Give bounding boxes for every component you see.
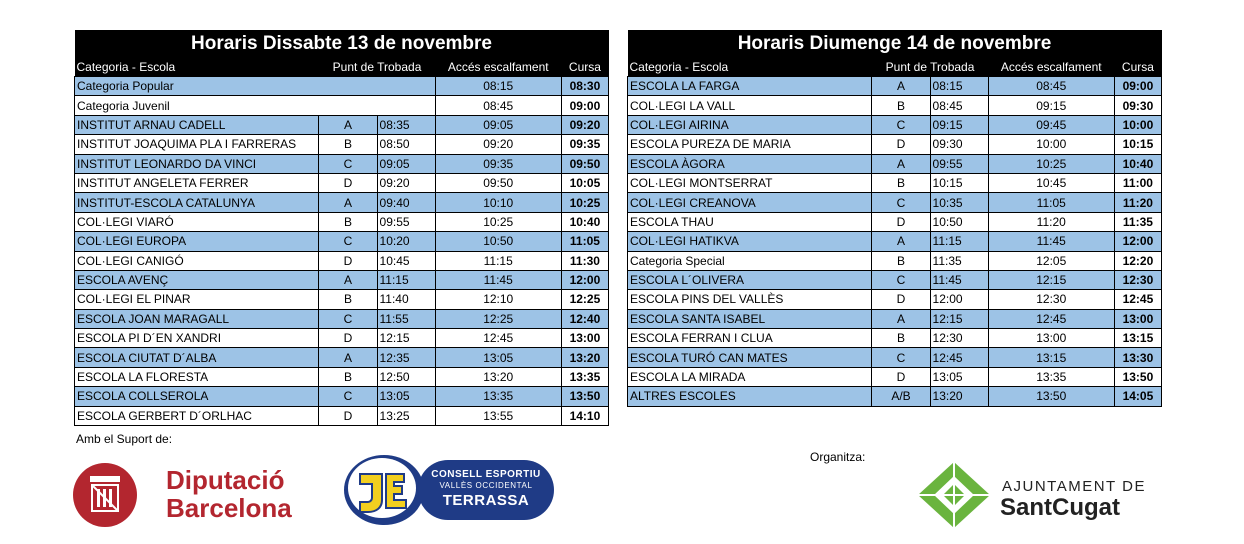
acces-time: 10:45 [988,173,1114,192]
meeting-time: 09:55 [930,154,988,173]
saturday-schedule-table [74,30,609,426]
meeting-point: A [319,115,377,134]
acces-time: 11:45 [988,232,1114,251]
table-row [628,348,1162,367]
meeting-point: D [872,290,930,309]
acces-time: 08:45 [435,96,561,115]
meeting-time: 08:35 [377,115,435,134]
acces-time: 12:30 [988,290,1114,309]
acces-time: 09:05 [435,115,561,134]
acces-time: 13:05 [435,348,561,367]
table-row [628,154,1162,173]
meeting-point: B [319,212,377,231]
cursa-time: 12:00 [561,270,608,289]
organitza-caption: Organitza: [810,450,866,464]
header-category: Categoria - Escola [75,58,319,77]
meeting-point: A [872,77,930,96]
acces-time: 13:20 [435,367,561,386]
meeting-time: 11:40 [377,290,435,309]
meeting-point: A/B [872,387,930,406]
acces-time: 08:15 [435,77,561,96]
sunday-title: Horaris Diumenge 14 de novembre [628,30,1162,58]
category-name: Categoria Popular [75,77,436,96]
school-name: ESCOLA L´OLIVERA [628,270,872,289]
santcugat-line2: SantCugat [1000,494,1120,521]
saturday-title: Horaris Dissabte 13 de novembre [75,30,609,58]
support-caption: Amb el Suport de: [76,432,173,446]
cursa-time: 14:10 [561,406,608,425]
table-row [628,232,1162,251]
table-row [75,212,609,231]
acces-time: 10:00 [988,135,1114,154]
acces-time: 12:10 [435,290,561,309]
meeting-time: 09:55 [377,212,435,231]
meeting-point: B [872,251,930,270]
cursa-time: 12:20 [1114,251,1161,270]
table-row [628,290,1162,309]
meeting-time: 10:20 [377,232,435,251]
cursa-time: 11:00 [1114,173,1161,192]
acces-time: 10:50 [435,232,561,251]
table-row [75,115,609,134]
acces-time: 10:25 [988,154,1114,173]
meeting-time: 12:45 [930,348,988,367]
meeting-time: 11:15 [930,232,988,251]
cursa-time: 13:50 [561,387,608,406]
table-row [75,387,609,406]
table-row [628,96,1162,115]
meeting-point: D [319,406,377,425]
acces-time: 11:20 [988,212,1114,231]
ce-boot-icon [340,452,424,528]
school-name: ESCOLA SANTA ISABEL [628,309,872,328]
meeting-point: C [319,387,377,406]
meeting-point: B [872,96,930,115]
school-name: ESCOLA TURÓ CAN MATES [628,348,872,367]
school-name: INSTITUT ARNAU CADELL [75,115,319,134]
school-name: ESCOLA LA FARGA [628,77,872,96]
table-row [75,309,609,328]
acces-time: 10:25 [435,212,561,231]
meeting-point: B [319,290,377,309]
meeting-time: 12:15 [377,329,435,348]
table-row [628,193,1162,212]
table-row [628,251,1162,270]
header-acces: Accés escalfament [435,58,561,77]
meeting-point: D [319,329,377,348]
school-name: ESCOLA CIUTAT D´ALBA [75,348,319,367]
diputacio-name-line2: Barcelona [166,493,292,523]
school-name: ESCOLA FERRAN I CLUA [628,329,872,348]
meeting-point: D [319,173,377,192]
table-row [628,329,1162,348]
meeting-time: 08:45 [930,96,988,115]
school-name: ALTRES ESCOLES [628,387,872,406]
cursa-time: 13:00 [561,329,608,348]
meeting-point: A [872,309,930,328]
table-row [75,406,609,425]
diputacio-name-line1: Diputació [166,465,285,495]
cursa-time: 12:40 [561,309,608,328]
meeting-point: D [872,212,930,231]
cursa-time: 13:20 [561,348,608,367]
school-name: COL·LEGI HATIKVA [628,232,872,251]
cursa-time: 10:40 [1114,154,1161,173]
school-name: ESCOLA AVENÇ [75,270,319,289]
consell-line1: CONSELL ESPORTIU [431,469,541,480]
school-name: COL·LEGI CREANOVA [628,193,872,212]
table-row [75,367,609,386]
meeting-time: 08:15 [930,77,988,96]
meeting-point: C [319,154,377,173]
school-name: INSTITUT ANGELETA FERRER [75,173,319,192]
meeting-time: 10:15 [930,173,988,192]
school-name: Categoria Special [628,251,872,270]
cursa-time: 09:50 [561,154,608,173]
acces-time: 13:55 [435,406,561,425]
cursa-time: 10:05 [561,173,608,192]
meeting-time: 12:00 [930,290,988,309]
meeting-point: D [872,367,930,386]
table-row [628,115,1162,134]
cursa-time: 11:20 [1114,193,1161,212]
cursa-time: 11:35 [1114,212,1161,231]
school-name: COL·LEGI LA VALL [628,96,872,115]
acces-time: 12:45 [435,329,561,348]
diputacio-barcelona-logo [72,458,322,532]
meeting-point: D [319,251,377,270]
table-row [75,251,609,270]
cursa-time: 10:25 [561,193,608,212]
cursa-time: 09:30 [1114,96,1161,115]
table-row [628,212,1162,231]
school-name: INSTITUT LEONARDO DA VINCI [75,154,319,173]
acces-time: 12:45 [988,309,1114,328]
school-name: ESCOLA COLLSEROLA [75,387,319,406]
consell-line3: TERRASSA [442,492,530,509]
cursa-time: 13:30 [1114,348,1161,367]
school-name: ESCOLA PI D´EN XANDRI [75,329,319,348]
meeting-time: 11:15 [377,270,435,289]
sunday-schedule-table [627,30,1162,407]
meeting-point: C [872,348,930,367]
table-row [628,135,1162,154]
cursa-time: 13:15 [1114,329,1161,348]
acces-time: 09:35 [435,154,561,173]
table-row [75,290,609,309]
santcugat-diamond-icon [916,460,992,530]
meeting-point: C [319,232,377,251]
cursa-time: 09:20 [561,115,608,134]
school-name: ESCOLA THAU [628,212,872,231]
table-row [75,232,609,251]
cursa-time: 10:40 [561,212,608,231]
table-row [628,270,1162,289]
acces-time: 13:35 [988,367,1114,386]
acces-time: 09:50 [435,173,561,192]
meeting-point: D [872,135,930,154]
acces-time: 11:05 [988,193,1114,212]
cursa-time: 13:50 [1114,367,1161,386]
meeting-time: 13:05 [930,367,988,386]
school-name: ESCOLA GERBERT D´ORLHAC [75,406,319,425]
meeting-point: C [872,270,930,289]
table-row [75,348,609,367]
cursa-time: 09:00 [561,96,608,115]
cursa-time: 11:05 [561,232,608,251]
acces-time: 08:45 [988,77,1114,96]
cursa-time: 10:00 [1114,115,1161,134]
acces-time: 13:35 [435,387,561,406]
cursa-time: 12:45 [1114,290,1161,309]
school-name: ESCOLA LA MIRADA [628,367,872,386]
table-row [75,173,609,192]
cursa-time: 08:30 [561,77,608,96]
meeting-point: A [319,348,377,367]
acces-time: 09:20 [435,135,561,154]
meeting-time: 10:35 [930,193,988,212]
table-row [75,193,609,212]
consell-esportiu-logo [340,452,558,528]
ajuntament-santcugat-logo [916,460,1146,530]
header-cursa: Cursa [561,58,608,77]
table-row [75,135,609,154]
meeting-time: 13:05 [377,387,435,406]
school-name: INSTITUT JOAQUIMA PLA I FARRERAS [75,135,319,154]
school-name: ESCOLA LA FLORESTA [75,367,319,386]
school-name: ESCOLA ÀGORA [628,154,872,173]
cursa-time: 13:35 [561,367,608,386]
table-row [75,77,609,96]
consell-line2: VALLÈS OCCIDENTAL [439,481,533,490]
acces-time: 09:45 [988,115,1114,134]
table-row [75,329,609,348]
acces-time: 13:00 [988,329,1114,348]
meeting-point: B [319,135,377,154]
meeting-time: 13:20 [930,387,988,406]
meeting-point: B [872,329,930,348]
meeting-point: B [872,173,930,192]
header-cursa: Cursa [1114,58,1161,77]
acces-time: 11:15 [435,251,561,270]
school-name: COL·LEGI EUROPA [75,232,319,251]
meeting-point: A [872,154,930,173]
meeting-point: A [319,193,377,212]
meeting-time: 12:30 [930,329,988,348]
table-row [75,96,609,115]
acces-time: 12:25 [435,309,561,328]
cursa-time: 10:15 [1114,135,1161,154]
meeting-time: 11:35 [930,251,988,270]
header-punt: Punt de Trobada [319,58,435,77]
meeting-time: 12:15 [930,309,988,328]
table-row [75,154,609,173]
meeting-time: 09:20 [377,173,435,192]
acces-time: 12:05 [988,251,1114,270]
cursa-time: 11:30 [561,251,608,270]
cursa-time: 09:35 [561,135,608,154]
meeting-time: 09:40 [377,193,435,212]
meeting-point: C [872,115,930,134]
school-name: COL·LEGI AIRINA [628,115,872,134]
acces-time: 10:10 [435,193,561,212]
school-name: ESCOLA PUREZA DE MARIA [628,135,872,154]
table-row [628,77,1162,96]
diputacio-crest-icon [72,462,138,528]
meeting-time: 11:45 [930,270,988,289]
acces-time: 12:15 [988,270,1114,289]
school-name: ESCOLA PINS DEL VALLÈS [628,290,872,309]
school-name: COL·LEGI CANIGÓ [75,251,319,270]
meeting-time: 10:50 [930,212,988,231]
table-row [628,173,1162,192]
table-row [75,270,609,289]
meeting-time: 09:15 [930,115,988,134]
cursa-time: 12:25 [561,290,608,309]
acces-time: 09:15 [988,96,1114,115]
meeting-point: C [319,309,377,328]
table-row [628,387,1162,406]
meeting-point: B [319,367,377,386]
school-name: ESCOLA JOAN MARAGALL [75,309,319,328]
school-name: INSTITUT-ESCOLA CATALUNYA [75,193,319,212]
cursa-time: 13:00 [1114,309,1161,328]
header-category: Categoria - Escola [628,58,872,77]
acces-time: 13:15 [988,348,1114,367]
meeting-time: 11:55 [377,309,435,328]
meeting-time: 12:35 [377,348,435,367]
acces-time: 13:50 [988,387,1114,406]
school-name: COL·LEGI VIARÓ [75,212,319,231]
cursa-time: 09:00 [1114,77,1161,96]
meeting-time: 09:05 [377,154,435,173]
meeting-point: C [872,193,930,212]
school-name: COL·LEGI MONTSERRAT [628,173,872,192]
acces-time: 11:45 [435,270,561,289]
meeting-point: A [872,232,930,251]
cursa-time: 12:30 [1114,270,1161,289]
school-name: COL·LEGI EL PINAR [75,290,319,309]
saturday-rows [75,77,609,426]
meeting-time: 10:45 [377,251,435,270]
meeting-point: A [319,270,377,289]
meeting-time: 12:50 [377,367,435,386]
cursa-time: 12:00 [1114,232,1161,251]
table-row [628,367,1162,386]
cursa-time: 14:05 [1114,387,1161,406]
table-row [628,309,1162,328]
meeting-time: 08:50 [377,135,435,154]
header-punt: Punt de Trobada [872,58,988,77]
sunday-rows [628,77,1162,407]
category-name: Categoria Juvenil [75,96,436,115]
meeting-time: 09:30 [930,135,988,154]
header-acces: Accés escalfament [988,58,1114,77]
meeting-time: 13:25 [377,406,435,425]
santcugat-line1: AJUNTAMENT DE [1002,478,1146,495]
